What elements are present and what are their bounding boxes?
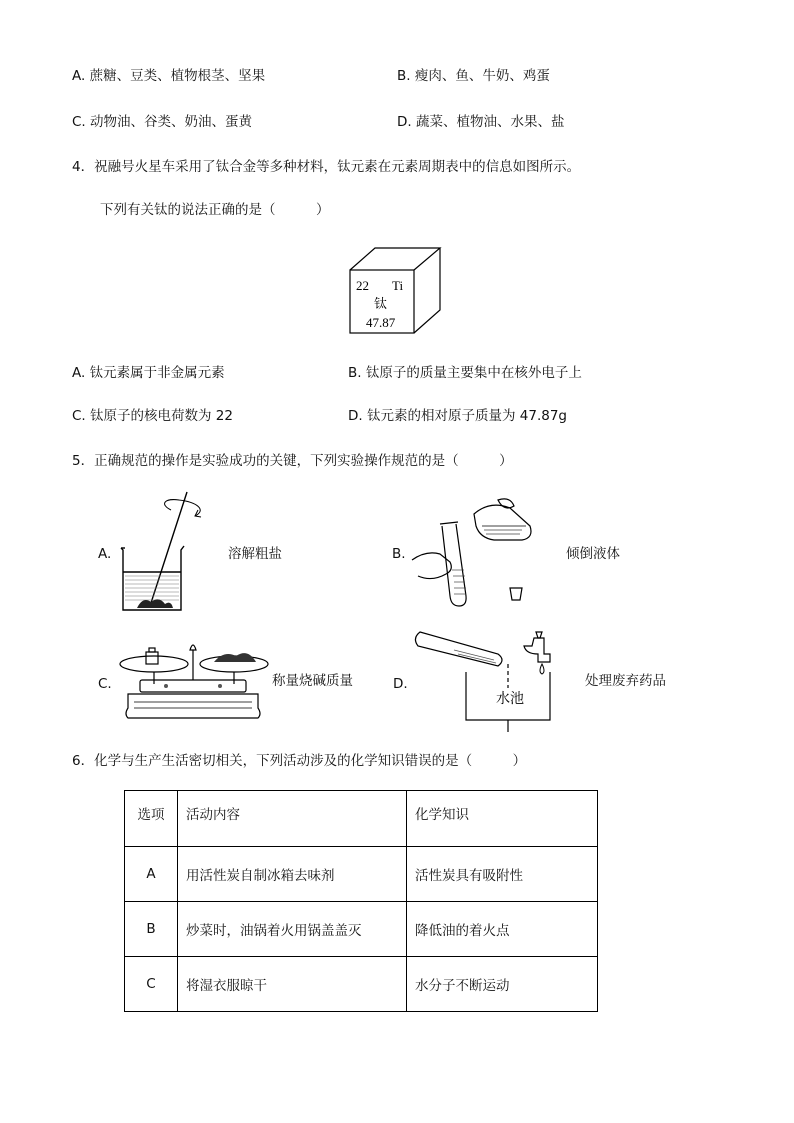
q4-stem-line1: 4．祝融号火星车采用了钛合金等多种材料，钛元素在元素周期表中的信息如图所示。 [72, 159, 581, 175]
table-header-cell: 化学知识 [407, 791, 598, 847]
q5-c-letter: C. [98, 676, 112, 692]
balance-scale-figure [116, 636, 270, 722]
element-cell-figure [340, 238, 450, 338]
table-cell: C [125, 957, 178, 1012]
q5-d-letter: D. [393, 676, 408, 692]
q3-option-c: C. 动物油、谷类、奶油、蛋黄 [72, 114, 253, 130]
q4-stem-line2: 下列有关钛的说法正确的是（ ） [100, 202, 330, 218]
table-cell: 降低油的着火点 [407, 902, 598, 957]
table-row [125, 847, 598, 902]
q3-option-d: D. 蔬菜、植物油、水果、盐 [397, 114, 565, 130]
q6-table [124, 790, 598, 1012]
dissolve-salt-figure [115, 488, 205, 616]
table-cell: 用活性炭自制冰箱去味剂 [178, 847, 407, 902]
q4-option-c: C. 钛原子的核电荷数为 22 [72, 408, 233, 424]
element-name: 钛 [374, 297, 388, 312]
table-cell: 水分子不断运动 [407, 957, 598, 1012]
q5-a-label: 溶解粗盐 [228, 546, 282, 562]
q5-stem: 5．正确规范的操作是实验成功的关键，下列实验操作规范的是（ ） [72, 453, 513, 469]
table-cell: 炒菜时，油锅着火用锅盖盖灭 [178, 902, 407, 957]
sink-label: 水池 [496, 691, 524, 707]
table-header-cell: 活动内容 [178, 791, 407, 847]
table-header-cell: 选项 [125, 791, 178, 847]
table-row [125, 957, 598, 1012]
table-cell: 活性炭具有吸附性 [407, 847, 598, 902]
pour-liquid-figure [410, 496, 540, 614]
q4-option-a: A. 钛元素属于非金属元素 [72, 365, 225, 381]
element-symbol: Ti [392, 278, 404, 293]
q5-d-label: 处理废弃药品 [585, 673, 666, 689]
table-cell: B [125, 902, 178, 957]
dispose-chemicals-figure [414, 624, 564, 734]
table-header-row [125, 791, 598, 847]
table-cell: A [125, 847, 178, 902]
q4-option-b: B. 钛原子的质量主要集中在核外电子上 [348, 365, 582, 381]
element-atomic-number: 22 [356, 278, 369, 293]
q4-option-d: D. 钛元素的相对原子质量为 47.87g [348, 408, 567, 424]
q6-stem: 6．化学与生产生活密切相关，下列活动涉及的化学知识错误的是（ ） [72, 753, 527, 769]
q5-b-letter: B. [392, 546, 406, 562]
table-cell: 将湿衣服晾干 [178, 957, 407, 1012]
q3-option-b: B. 瘦肉、鱼、牛奶、鸡蛋 [397, 68, 550, 84]
element-atomic-mass: 47.87 [366, 315, 396, 330]
table-row [125, 902, 598, 957]
q3-option-a: A. 蔗糖、豆类、植物根茎、坚果 [72, 68, 266, 84]
q5-b-label: 倾倒液体 [566, 546, 620, 562]
q5-a-letter: A. [98, 546, 112, 562]
q5-c-label: 称量烧碱质量 [272, 673, 353, 689]
